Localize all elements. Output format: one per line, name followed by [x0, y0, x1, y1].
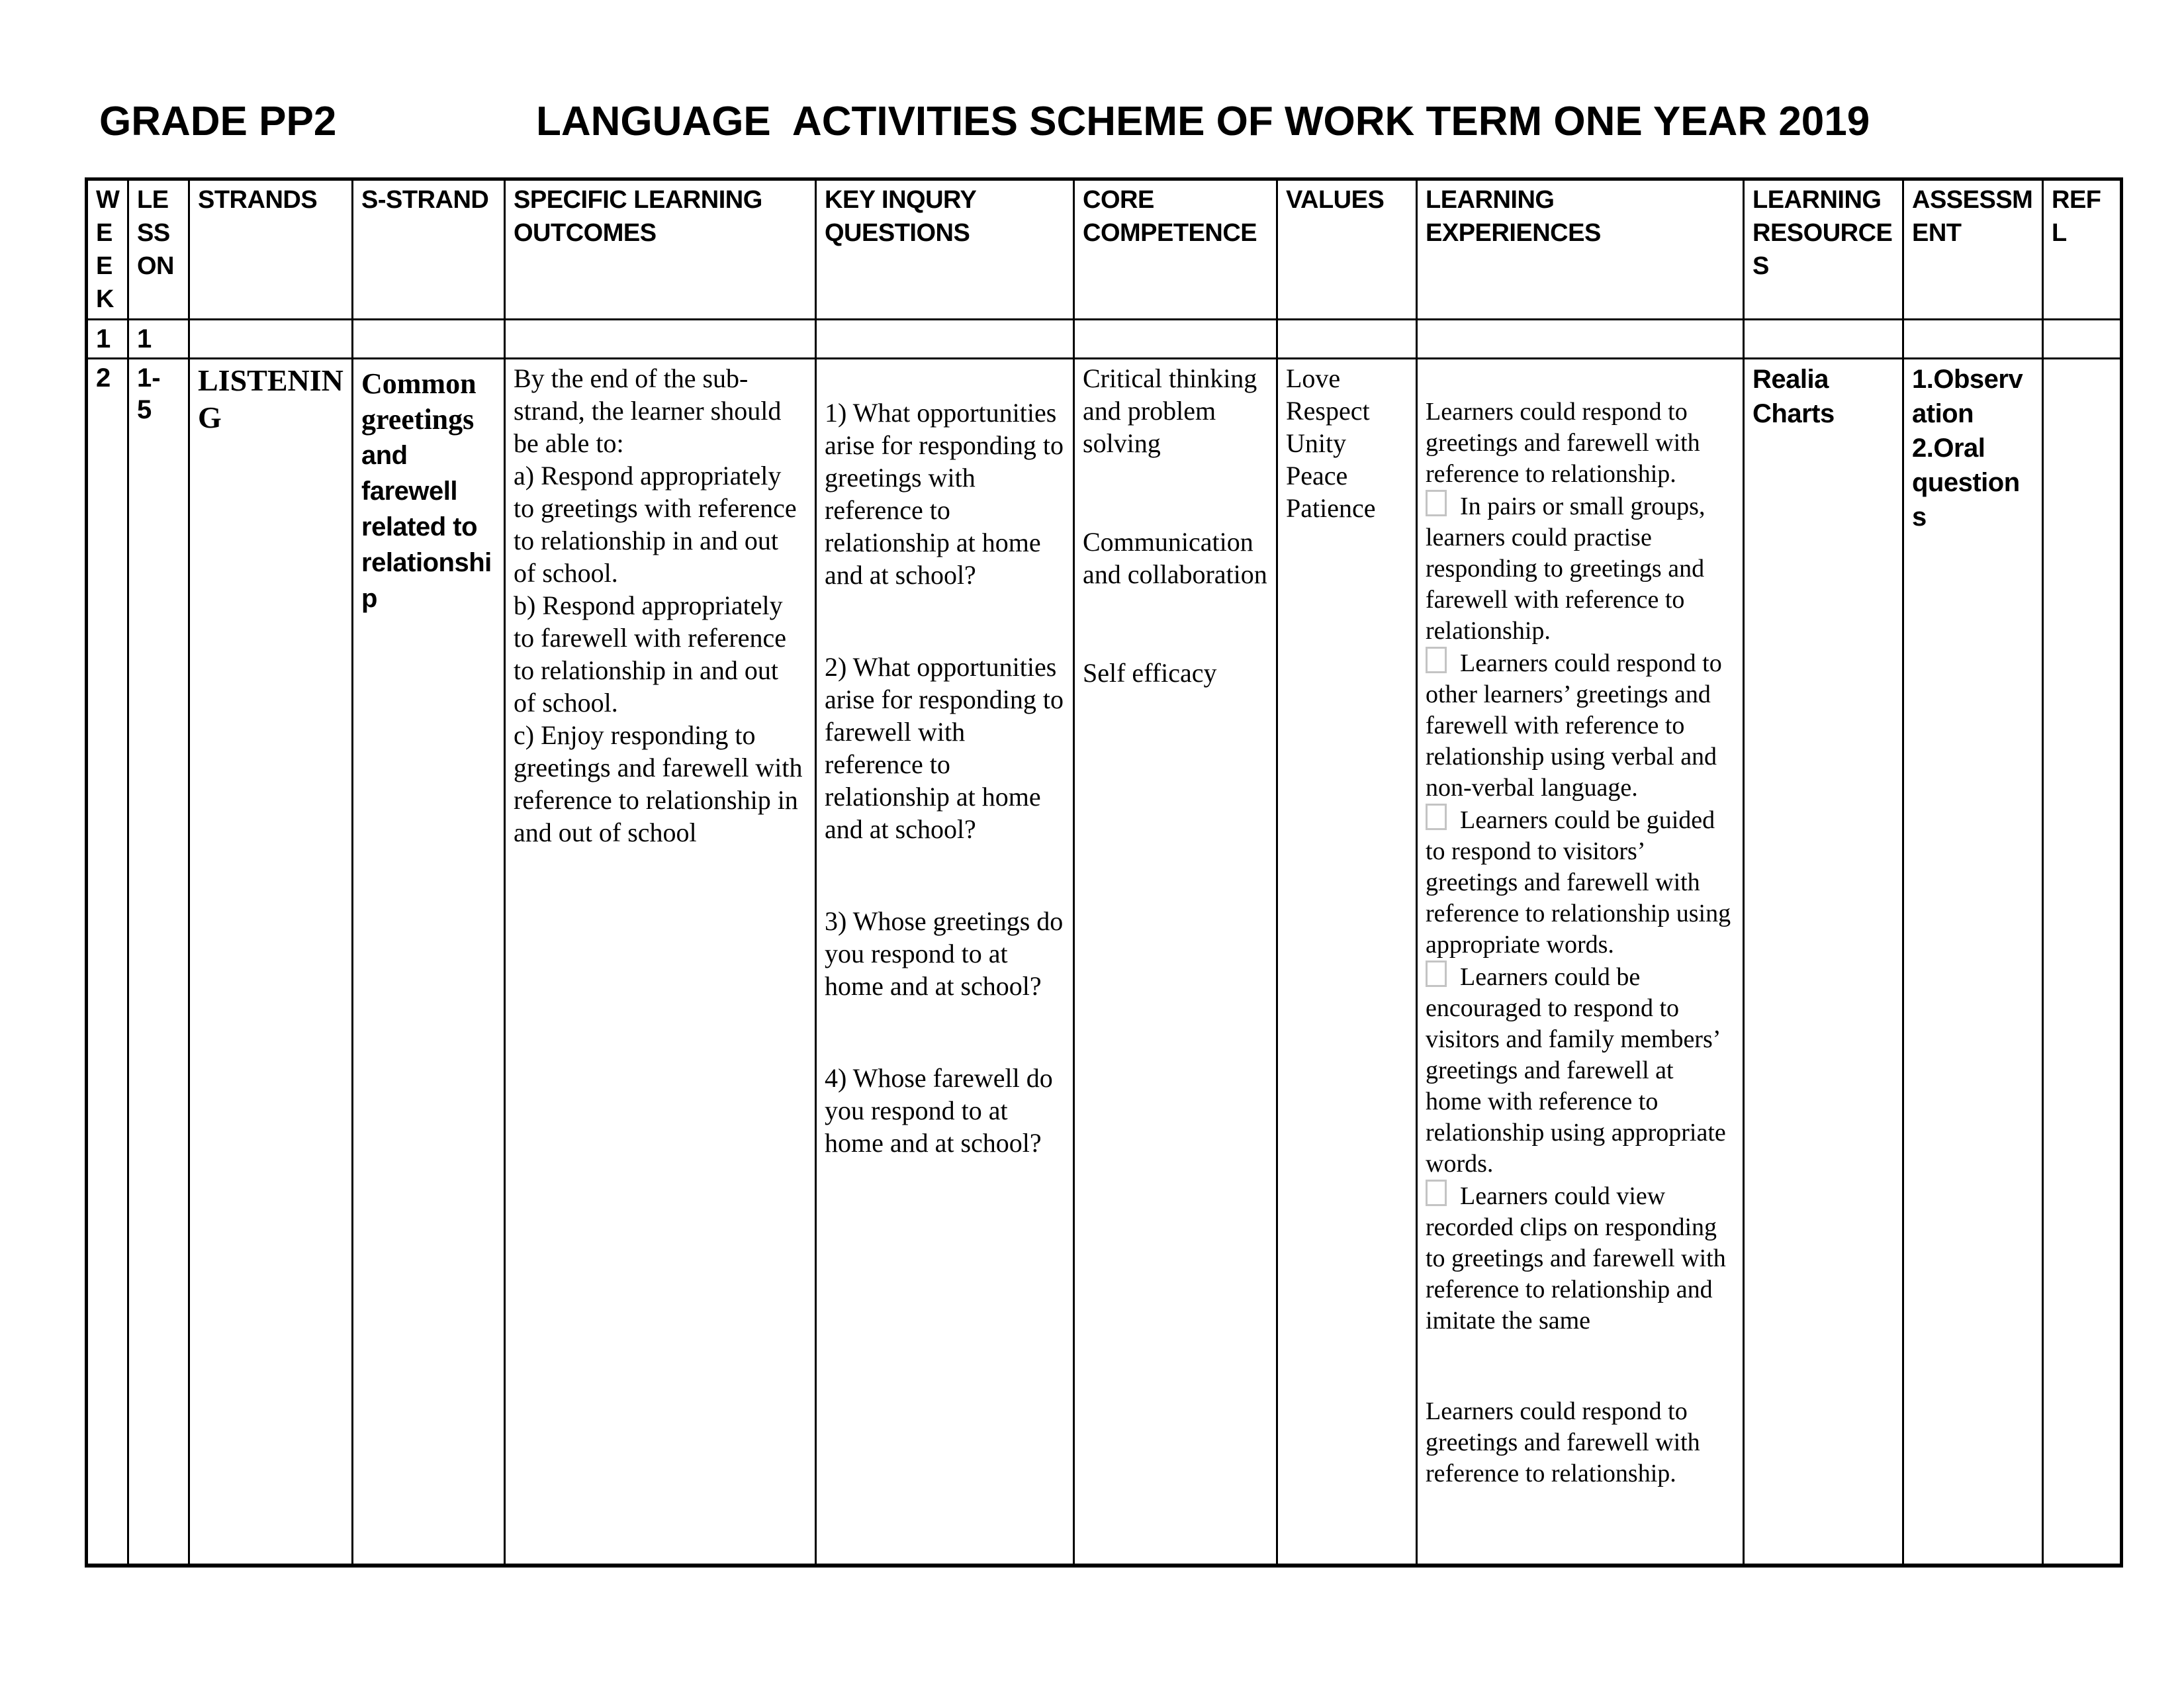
question-1: 1) What opportunities arise for responding to greetings with reference to relationship at home and at school?: [825, 398, 1064, 590]
value-item: Love: [1286, 363, 1341, 393]
outcome-item-b: b) Respond appropriately to farewell with reference to relationship in and out of school.: [514, 590, 786, 718]
empty-cell: [1417, 320, 1744, 359]
checkbox-icon: [1426, 1180, 1447, 1206]
experience-bullet: [1426, 961, 1735, 1180]
header-values: VALUES: [1277, 179, 1417, 320]
checkbox-icon: [1426, 490, 1447, 516]
outcomes-cell: [505, 359, 816, 1566]
header-core-competence: CORE COMPETENCE: [1074, 179, 1277, 320]
lesson-1-cell: 1: [128, 320, 189, 359]
experience-bullet-text: Learners could view recorded clips on responding to greetings and farewell with reference to relationship and imitate the same: [1426, 1182, 1726, 1335]
experience-bullet: [1426, 490, 1735, 647]
learning-experiences-cell: [1417, 359, 1744, 1566]
experience-outro: Learners could respond to greetings and farewell with reference to relationship.: [1426, 1397, 1700, 1487]
week-1-cell: 1: [87, 320, 128, 359]
outcomes-intro: By the end of the sub-strand, the learner should be able to:: [514, 363, 782, 458]
resource-item: Realia: [1752, 365, 1829, 394]
experience-bullet-text: Learners could be guided to respond to visitors’ greetings and farewell with reference to relationship using appropriate words.: [1426, 806, 1731, 959]
header-learning-experiences: LEARNING EXPERIENCES: [1417, 179, 1744, 320]
header-lesson: LESSON: [128, 179, 189, 320]
question-4: 4) Whose farewell do you respond to at home and at school?: [825, 1063, 1053, 1158]
assessment-item: 2.Oral questions: [1912, 434, 2020, 532]
key-inqury-questions-cell: [816, 359, 1074, 1566]
header-strands: STRANDS: [189, 179, 353, 320]
grade-label: GRADE PP2: [99, 99, 337, 144]
s-strand-text-sans: and farewell related to relationship: [361, 441, 492, 613]
page-title: [99, 98, 1870, 145]
week-2-cell: 2: [87, 359, 128, 1566]
header-week: WEEK: [87, 179, 128, 320]
checkbox-icon: [1426, 961, 1447, 987]
question-2: 2) What opportunities arise for responding to farewell with reference to relationship at home and at school?: [825, 652, 1064, 844]
assessment-cell: [1903, 359, 2043, 1566]
header-key-inqury-questions: KEY INQURY QUESTIONS: [816, 179, 1074, 320]
checkbox-icon: [1426, 804, 1447, 830]
experience-intro: Learners could respond to greetings and farewell with reference to relationship.: [1426, 398, 1700, 488]
outcome-item-c: c) Enjoy responding to greetings and farewell with reference to relationship in and out of school: [514, 720, 803, 847]
empty-cell: [1744, 320, 1903, 359]
core-competence-cell: [1074, 359, 1277, 1566]
header-specific-learning-outcomes: SPECIFIC LEARNING OUTCOMES: [505, 179, 816, 320]
assessment-item: 1.Observation: [1912, 365, 2023, 428]
header-assessment: ASSESSMENT: [1903, 179, 2043, 320]
checkbox-icon: [1426, 647, 1447, 673]
competence-2: Communication and collaboration: [1083, 527, 1267, 589]
outcome-item-a: a) Respond appropriately to greetings with reference to relationship in and out of school.: [514, 461, 797, 588]
values-cell: [1277, 359, 1417, 1566]
empty-cell: [1074, 320, 1277, 359]
competence-3: Self efficacy: [1083, 658, 1217, 688]
header-s-strand: S-STRAND: [353, 179, 505, 320]
empty-cell: [353, 320, 505, 359]
empty-cell: [2043, 320, 2122, 359]
empty-cell: [189, 320, 353, 359]
learning-resources-cell: [1744, 359, 1903, 1566]
lesson-range-cell: [128, 359, 189, 1566]
refl-cell: [2043, 359, 2122, 1566]
experience-bullet-text: In pairs or small groups, learners could practise responding to greetings and farewell with reference to relationship.: [1426, 492, 1706, 645]
week-2-row: [87, 359, 2122, 1566]
scheme-of-work-table: [85, 177, 2123, 1568]
s-strand-text-serif: Common greetings: [361, 367, 477, 436]
empty-cell: [1903, 320, 2043, 359]
lesson-range: 1-5: [137, 363, 161, 424]
experience-bullet: [1426, 804, 1735, 961]
question-3: 3) Whose greetings do you respond to at home and at school?: [825, 906, 1064, 1001]
empty-cell: [505, 320, 816, 359]
experience-bullet: [1426, 647, 1735, 804]
week-1-row: [87, 320, 2122, 359]
header-learning-resources: LEARNING RESOURCES: [1744, 179, 1903, 320]
scheme-title: LANGUAGE ACTIVITIES SCHEME OF WORK TERM ONE YEAR 2019: [536, 99, 1870, 144]
table-header-row: [87, 179, 2122, 320]
strand-cell: LISTENING: [189, 359, 353, 1566]
value-item: Patience: [1286, 493, 1376, 523]
experience-bullet-text: Learners could be encouraged to respond to visitors and family members’ greetings and farewell at home with reference to relationship using appropriate words.: [1426, 963, 1726, 1178]
value-item: Unity: [1286, 428, 1347, 458]
s-strand-cell: [353, 359, 505, 1566]
competence-1: Critical thinking and problem solving: [1083, 363, 1257, 458]
empty-cell: [816, 320, 1074, 359]
resource-item: Charts: [1752, 399, 1835, 428]
header-refl: REFL: [2043, 179, 2122, 320]
experience-bullet: [1426, 1180, 1735, 1336]
value-item: Peace: [1286, 461, 1348, 491]
empty-cell: [1277, 320, 1417, 359]
value-item: Respect: [1286, 396, 1370, 426]
experience-bullet-text: Learners could respond to other learners’ greetings and farewell with reference to relationship using verbal and non-verbal language.: [1426, 649, 1722, 802]
